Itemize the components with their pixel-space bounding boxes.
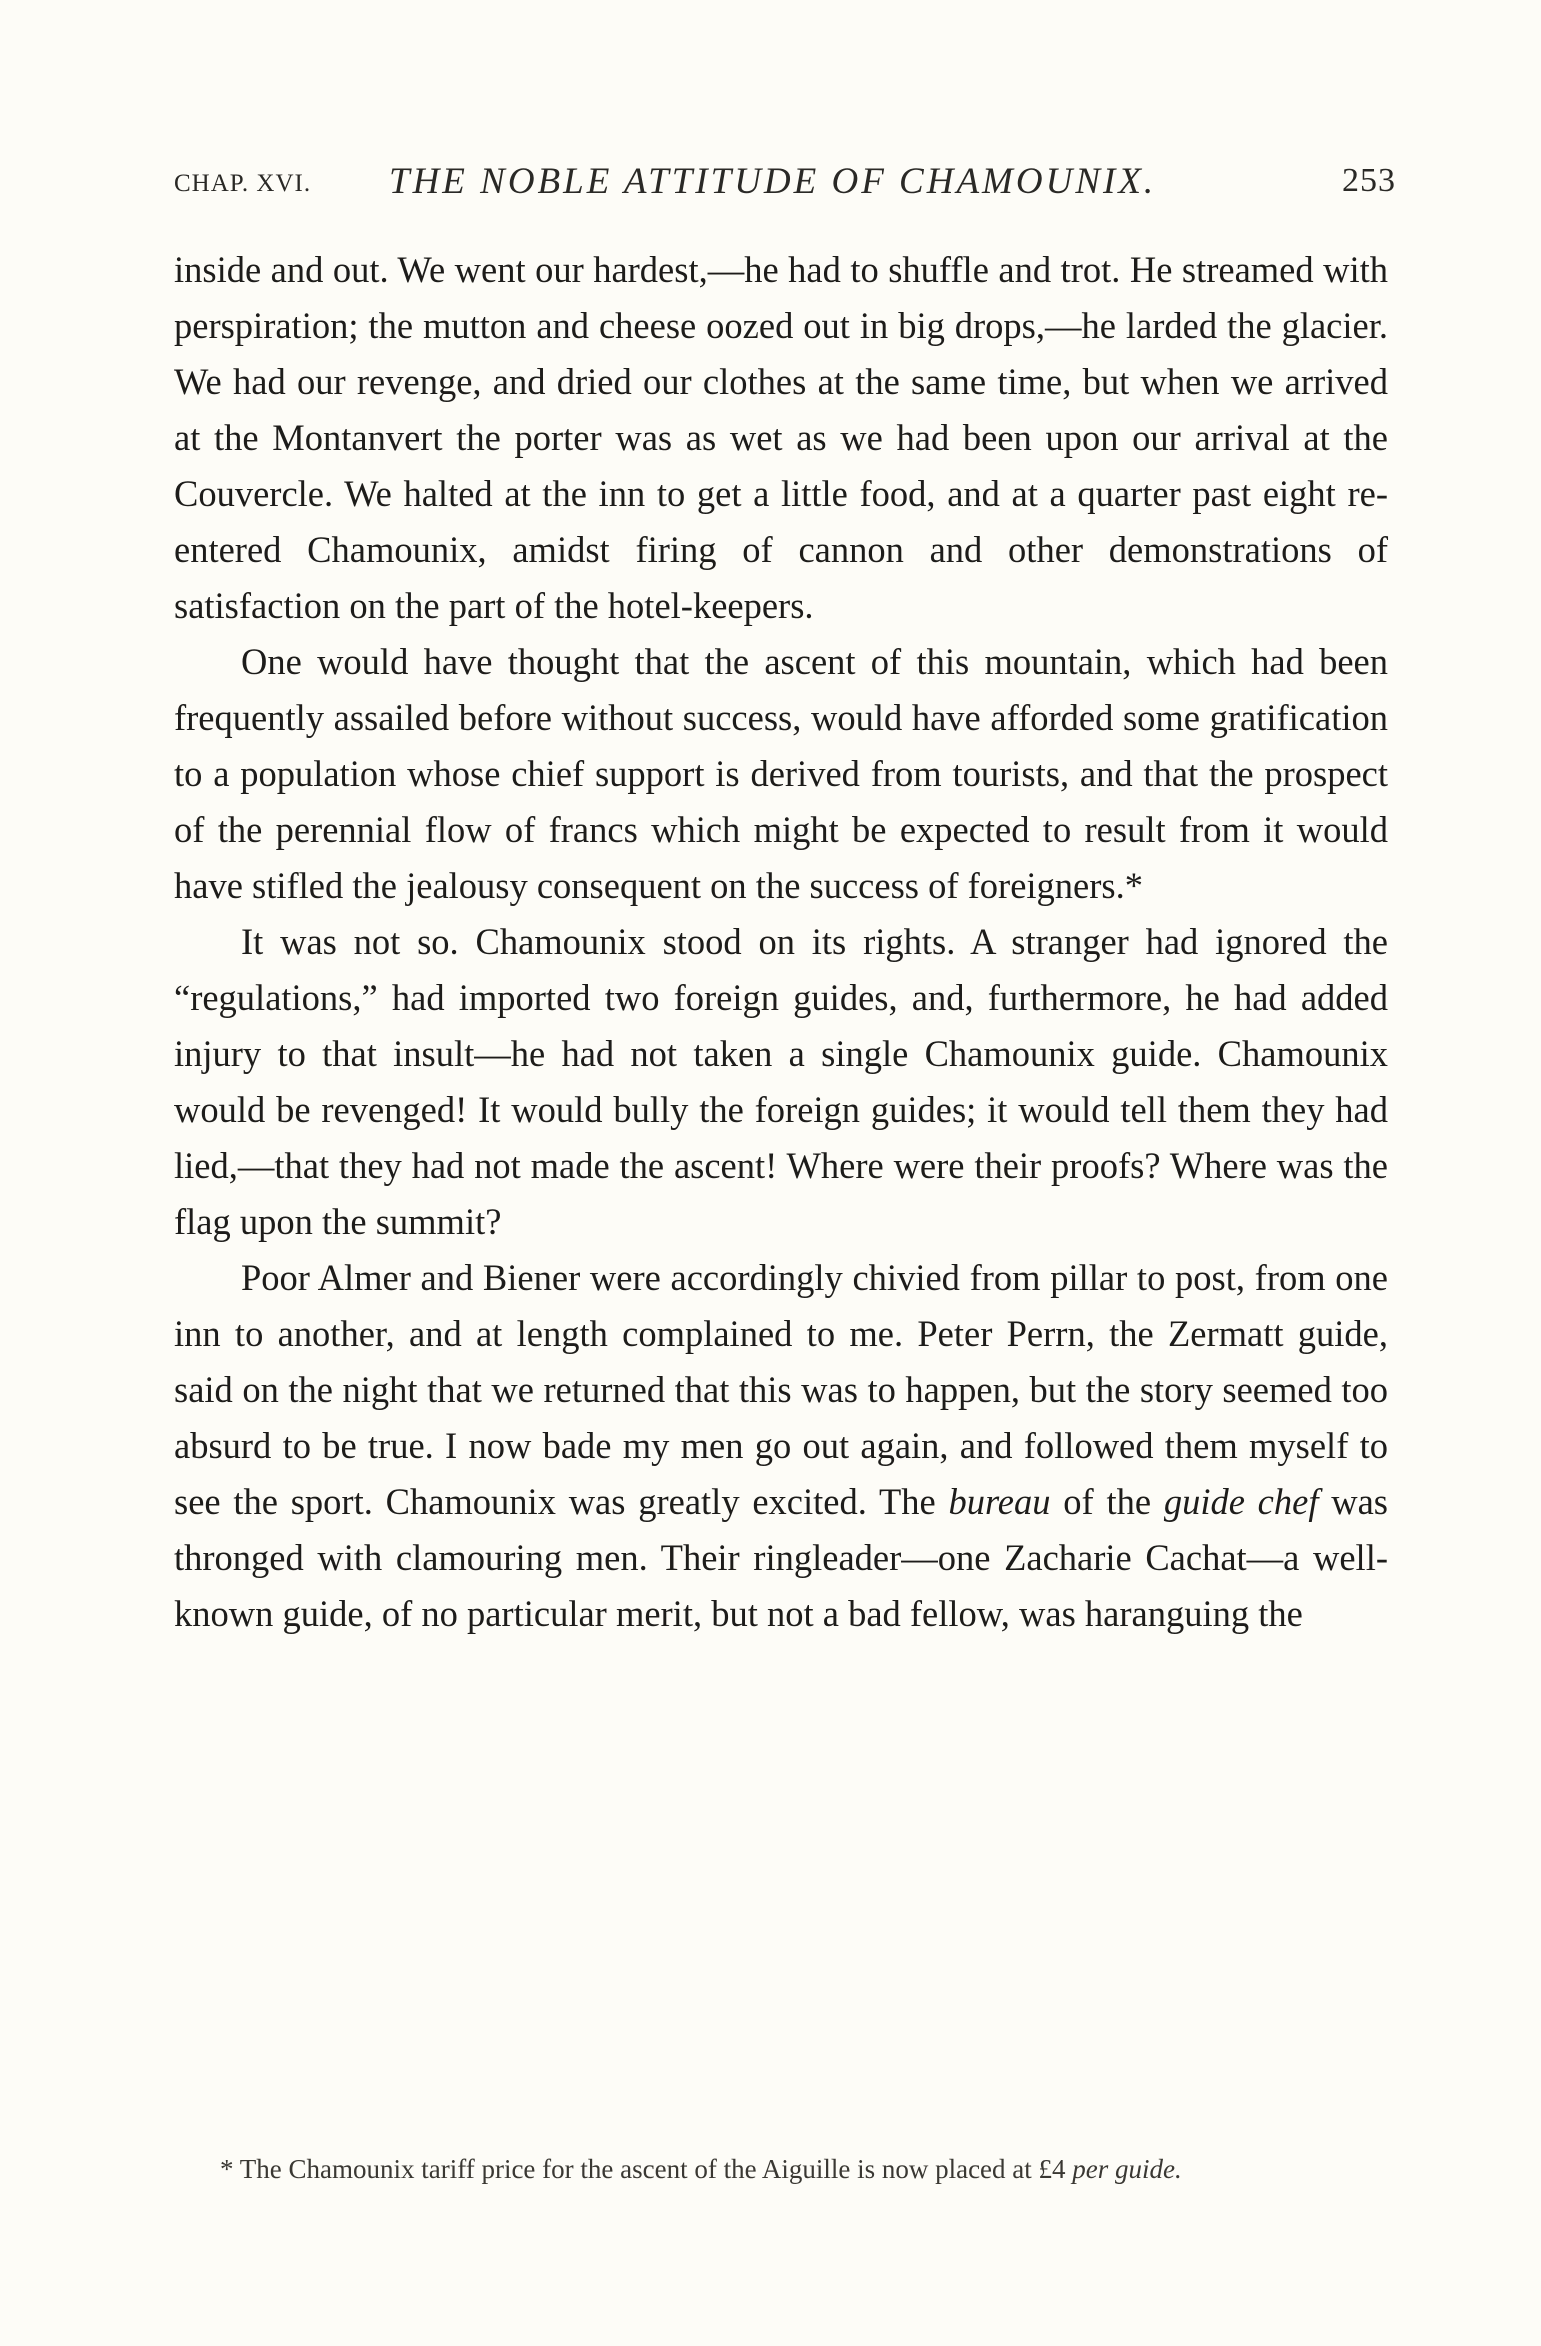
paragraph-2: One would have thought that the ascent of this mountain, which had been frequently assailed before without success, would have afforded some gratification to a population whose chief support is derived from tourists, and that the prospect of the perennial flow of francs which might be expected to result from it would have stifled the jealousy consequent on the success of foreigners.* (174, 641, 1388, 906)
chapter-title: THE NOBLE ATTITUDE OF CHAMOUNIX. (389, 161, 1157, 202)
footnote-main: * The Chamounix tariff price for the ascent of the Aiguille is now placed at £4 (220, 2154, 1066, 2184)
paragraph-4-part-a: Poor Almer and Biener were accordingly chivied from pillar to post, from one inn to another, and at length complained to me. Peter Perrn, the Zermatt guide, said on the night that we returned that this was to happen, but the story seemed too absurd to be true. I now bade my men go out again, and followed them myself to see the sport. Chamounix was greatly excited. The (174, 1257, 1388, 1522)
body-text (174, 242, 1388, 1642)
footnote (174, 2148, 1388, 2190)
paragraph-4-part-c: was thronged with clamouring men. Their ringleader—one Zacharie Cachat—a well-known guide, of no particular merit, but not a bad fellow, was haranguing the (174, 1481, 1388, 1634)
page-number: 253 (1342, 162, 1396, 199)
chapter-label: CHAP. XVI. (174, 170, 312, 197)
paragraph-1: inside and out. We went our hardest,—he had to shuffle and trot. He streamed with perspiration; the mutton and cheese oozed out in big drops,—he larded the glacier. We had our revenge, and dried our clothes at the same time, but when we arrived at the Montanvert the porter was as wet as we had been upon our arrival at the Couvercle. We halted at the inn to get a little food, and at a quarter past eight re-entered Chamounix, amidst firing of cannon and other demonstrations of satisfaction on the part of the hotel-keepers. (174, 249, 1388, 626)
italic-bureau: bureau (948, 1481, 1051, 1522)
paragraph-3: It was not so. Chamounix stood on its rights. A stranger had ignored the “regulations,” had imported two foreign guides, and, furthermore, he had added injury to that insult—he had not taken a single Chamounix guide. Chamounix would be revenged! It would bully the foreign guides; it would tell them they had lied,—that they had not made the ascent! Where were their proofs? Where was the flag upon the summit? (174, 921, 1388, 1242)
italic-guide-chef: guide chef (1163, 1481, 1319, 1522)
footnote-italic: per guide. (1072, 2154, 1182, 2184)
running-head (174, 160, 1396, 208)
paragraph-4 (174, 1250, 1388, 1642)
footnote-text (174, 2148, 1388, 2190)
paragraph-4-part-b: of the (1063, 1481, 1152, 1522)
